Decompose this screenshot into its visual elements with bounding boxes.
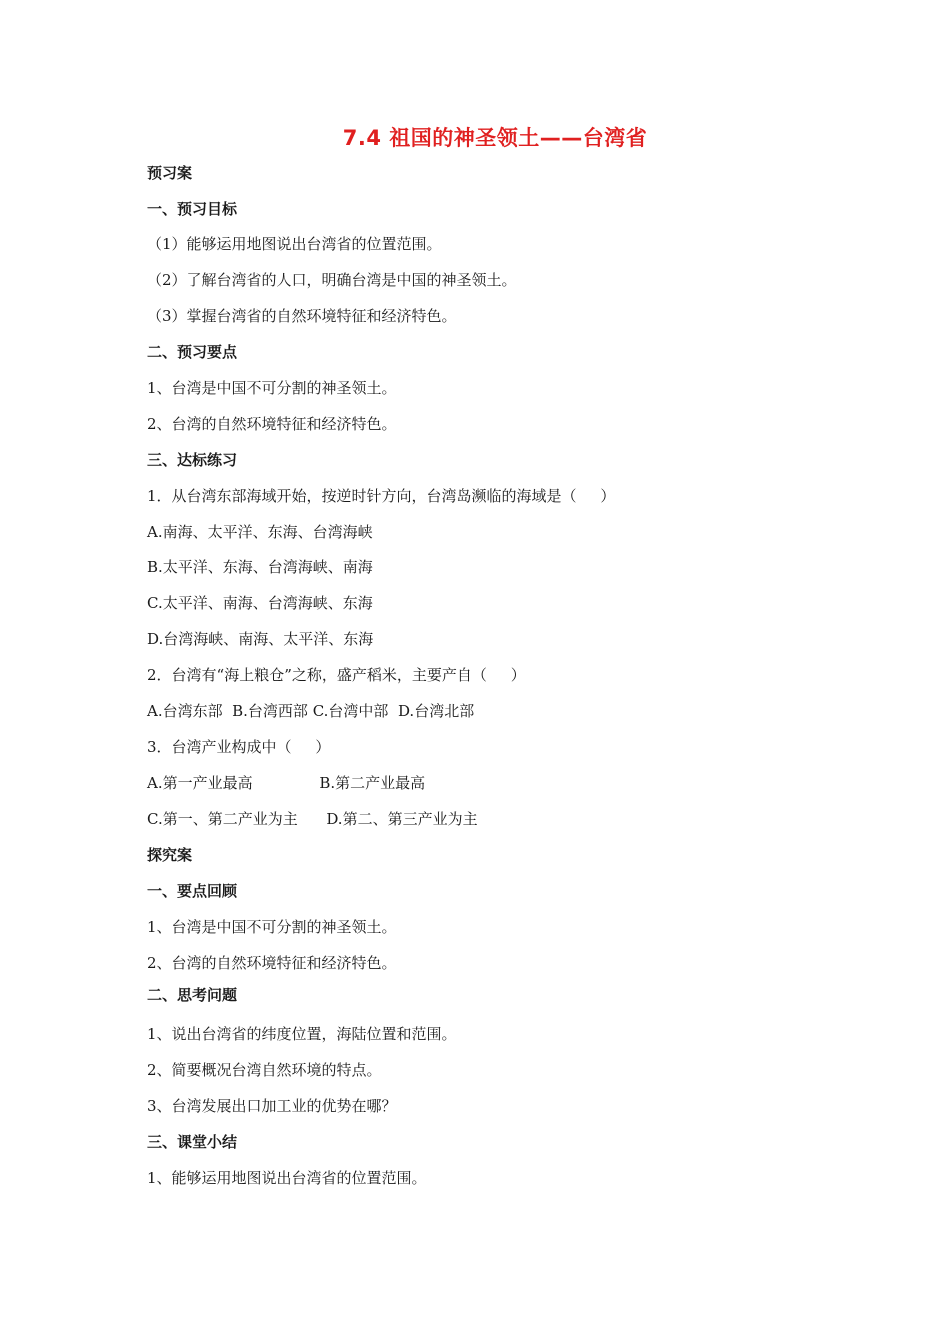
question-item: 2、简要概况台湾自然环境的特点。 bbox=[147, 1061, 382, 1079]
goal-item: （3）掌握台湾省的自然环境特征和经济特色。 bbox=[147, 307, 457, 325]
exercise-question-3: 3．台湾产业构成中（ ） bbox=[147, 738, 331, 756]
exercise-option: C.第一、第二产业为主 D.第二、第三产业为主 bbox=[147, 810, 478, 828]
question-item: 3、台湾发展出口加工业的优势在哪？ bbox=[147, 1097, 397, 1115]
key-point-item: 1、台湾是中国不可分割的神圣领土。 bbox=[147, 379, 397, 397]
document-title: 7.4 祖国的神圣领土——台湾省 bbox=[342, 126, 648, 150]
exercise-option: B.太平洋、东海、台湾海峡、南海 bbox=[147, 558, 373, 576]
review-item: 1、台湾是中国不可分割的神圣领土。 bbox=[147, 918, 397, 936]
summary-item: 1、能够运用地图说出台湾省的位置范围。 bbox=[147, 1169, 427, 1187]
section-heading-explore: 探究案 bbox=[147, 846, 193, 864]
exercise-question-2: 2．台湾有“海上粮仓”之称，盛产稻米，主要产自（ ） bbox=[147, 666, 526, 684]
subsection-heading-key-points: 二、预习要点 bbox=[147, 343, 238, 361]
exercise-option: A.台湾东部 B.台湾西部 C.台湾中部 D.台湾北部 bbox=[147, 702, 475, 720]
exercise-question-1: 1．从台湾东部海域开始，按逆时针方向，台湾岛濒临的海域是（ ） bbox=[147, 487, 616, 505]
subsection-heading-goals: 一、预习目标 bbox=[147, 200, 238, 218]
subsection-heading-questions: 二、思考问题 bbox=[147, 986, 238, 1004]
goal-item: （1）能够运用地图说出台湾省的位置范围。 bbox=[147, 235, 442, 253]
exercise-option: C.太平洋、南海、台湾海峡、东海 bbox=[147, 594, 373, 612]
question-item: 1、说出台湾省的纬度位置，海陆位置和范围。 bbox=[147, 1025, 457, 1043]
exercise-option: D.台湾海峡、南海、太平洋、东海 bbox=[147, 630, 374, 648]
key-point-item: 2、台湾的自然环境特征和经济特色。 bbox=[147, 415, 397, 433]
subsection-heading-review: 一、要点回顾 bbox=[147, 882, 238, 900]
subsection-heading-exercises: 三、达标练习 bbox=[147, 451, 238, 469]
exercise-option: A.南海、太平洋、东海、台湾海峡 bbox=[147, 523, 373, 541]
subsection-heading-summary: 三、课堂小结 bbox=[147, 1133, 238, 1151]
section-heading-preview: 预习案 bbox=[147, 164, 193, 182]
review-item: 2、台湾的自然环境特征和经济特色。 bbox=[147, 954, 397, 972]
exercise-option: A.第一产业最高 B.第二产业最高 bbox=[147, 774, 426, 792]
goal-item: （2）了解台湾省的人口，明确台湾是中国的神圣领土。 bbox=[147, 271, 517, 289]
